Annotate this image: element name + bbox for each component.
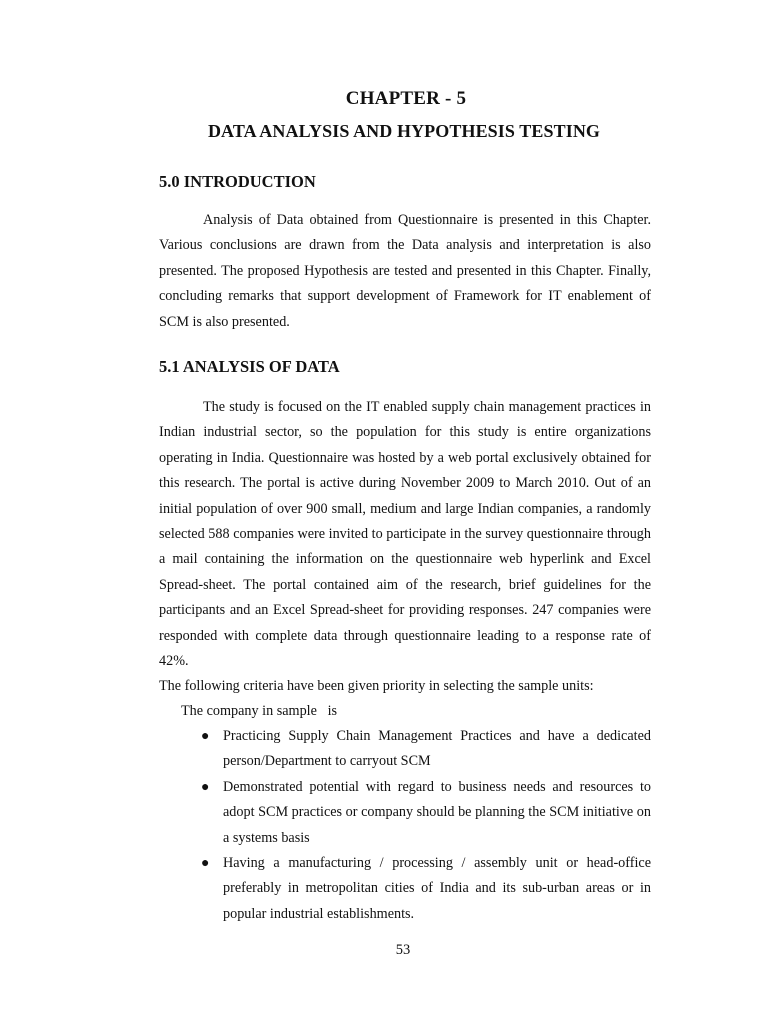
page-number: 53 <box>395 942 411 958</box>
bullet-text: Demonstrated potential with regard to business needs and resources to adopt SCM practices or company should be planning the SCM initiative on a systems basis <box>223 778 651 846</box>
chapter-title: DATA ANALYSIS AND HYPOTHESIS TESTING <box>207 121 601 141</box>
sample-line: The company in sample is <box>181 703 338 719</box>
bullet-text: Having a manufacturing / processing / assembly unit or head-office preferably in metropolitan cities of India and its sub-urban areas or in popular industrial establishments. <box>223 855 651 922</box>
criteria-line: The following criteria have been given priority in selecting the sample units: <box>159 678 594 694</box>
analysis-heading: 5.1 ANALYSIS OF DATA <box>159 357 340 376</box>
bullet-icon: ● <box>201 856 210 872</box>
bullet-text: Practicing Supply Chain Management Practices and have a dedicated person/Department to carryout SCM <box>223 728 651 770</box>
bullet-icon: ● <box>201 729 210 744</box>
list-item <box>196 851 651 927</box>
analysis-paragraph-text: The study is focused on the IT enabled supply chain management practices in Indian industrial sector, so the population for this study is entire organizations operating in India. Questionnaire was hosted by a web portal exclusively obtained for this research. The portal is active during November 2009 to March 2010. Out of an initial population of over 900 small, medium and large Indian companies, a randomly selected 588 companies were invited to participate in the survey questionnaire through a mail containing the information on the questionnaire web hyperlink and Excel Spread-sheet. The portal contained aim of the research, brief guidelines for the participants and an Excel Spread-sheet for providing responses. 247 companies were responded with complete data through questionnaire leading to a response rate of 42%. <box>159 399 651 670</box>
intro-paragraph-text: Analysis of Data obtained from Questionnaire is presented in this Chapter. Various conclusions are drawn from the Data analysis and interpretation is also presented. The proposed Hypothesis are tested and presented in this Chapter. Finally, concluding remarks that support development of Framework for IT enablement of SCM is also presented. <box>159 212 651 330</box>
criteria-bullet-list <box>196 724 651 927</box>
chapter-label: CHAPTER - 5 <box>345 88 467 109</box>
list-item <box>196 775 651 851</box>
intro-heading: 5.0 INTRODUCTION <box>159 172 316 191</box>
intro-paragraph <box>159 208 651 335</box>
bullet-icon: ● <box>201 779 210 795</box>
list-item <box>196 724 651 775</box>
analysis-paragraph <box>159 395 651 674</box>
